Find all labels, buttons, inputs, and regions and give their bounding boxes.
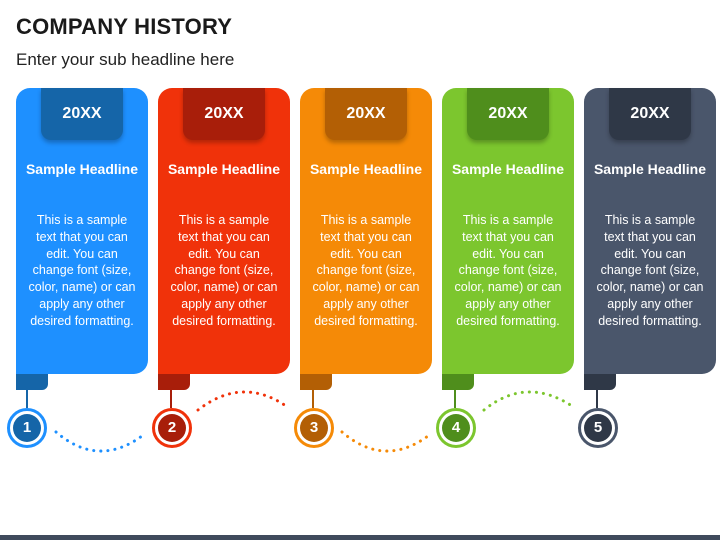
marker-stem <box>454 374 456 408</box>
card-headline: Sample Headline <box>25 161 139 177</box>
bottom-bar <box>0 535 720 540</box>
timeline-marker-2 <box>152 408 192 448</box>
card-headline: Sample Headline <box>167 161 281 177</box>
timeline-card-1 <box>16 88 148 374</box>
marker-number: 3 <box>300 414 328 442</box>
card-body-text: This is a sample text that you can edit. You can change font (size, color, name) or can apply any other desired formatting. <box>454 213 562 328</box>
connector-3-4 <box>342 432 428 451</box>
year-tab: 20XX <box>467 88 549 140</box>
marker-stem <box>312 374 314 408</box>
year-tab: 20XX <box>609 88 691 140</box>
connector-2-3 <box>198 392 286 410</box>
page-title: COMPANY HISTORY <box>16 14 233 39</box>
card-headline: Sample Headline <box>451 161 565 177</box>
marker-number: 2 <box>158 414 186 442</box>
card-body-text: This is a sample text that you can edit. You can change font (size, color, name) or can apply any other desired formatting. <box>596 213 704 328</box>
timeline-card-5 <box>584 88 716 374</box>
timeline-card-4 <box>442 88 574 374</box>
card-headline: Sample Headline <box>309 161 423 177</box>
card-tail <box>16 374 48 390</box>
card-tail <box>300 374 332 390</box>
marker-stem <box>26 374 28 408</box>
timeline-marker-5 <box>578 408 618 448</box>
timeline-marker-4 <box>436 408 476 448</box>
card-body-text: This is a sample text that you can edit. You can change font (size, color, name) or can apply any other desired formatting. <box>28 213 136 328</box>
marker-number: 5 <box>584 414 612 442</box>
card-tail <box>158 374 190 390</box>
card-body-text: This is a sample text that you can edit. You can change font (size, color, name) or can apply any other desired formatting. <box>312 213 420 328</box>
year-tab: 20XX <box>325 88 407 140</box>
card-tail <box>584 374 616 390</box>
timeline-marker-3 <box>294 408 334 448</box>
card-tail <box>442 374 474 390</box>
timeline-card-3 <box>300 88 432 374</box>
year-tab: 20XX <box>183 88 265 140</box>
marker-number: 1 <box>13 414 41 442</box>
marker-number: 4 <box>442 414 470 442</box>
card-body-text: This is a sample text that you can edit. You can change font (size, color, name) or can apply any other desired formatting. <box>170 213 278 328</box>
connector-4-5 <box>484 392 572 410</box>
marker-stem <box>596 374 598 408</box>
marker-stem <box>170 374 172 408</box>
timeline-card-2 <box>158 88 290 374</box>
page-subtitle: Enter your sub headline here <box>16 50 235 69</box>
card-headline: Sample Headline <box>593 161 707 177</box>
timeline-marker-1 <box>7 408 47 448</box>
connector-1-2 <box>56 432 142 451</box>
year-tab: 20XX <box>41 88 123 140</box>
